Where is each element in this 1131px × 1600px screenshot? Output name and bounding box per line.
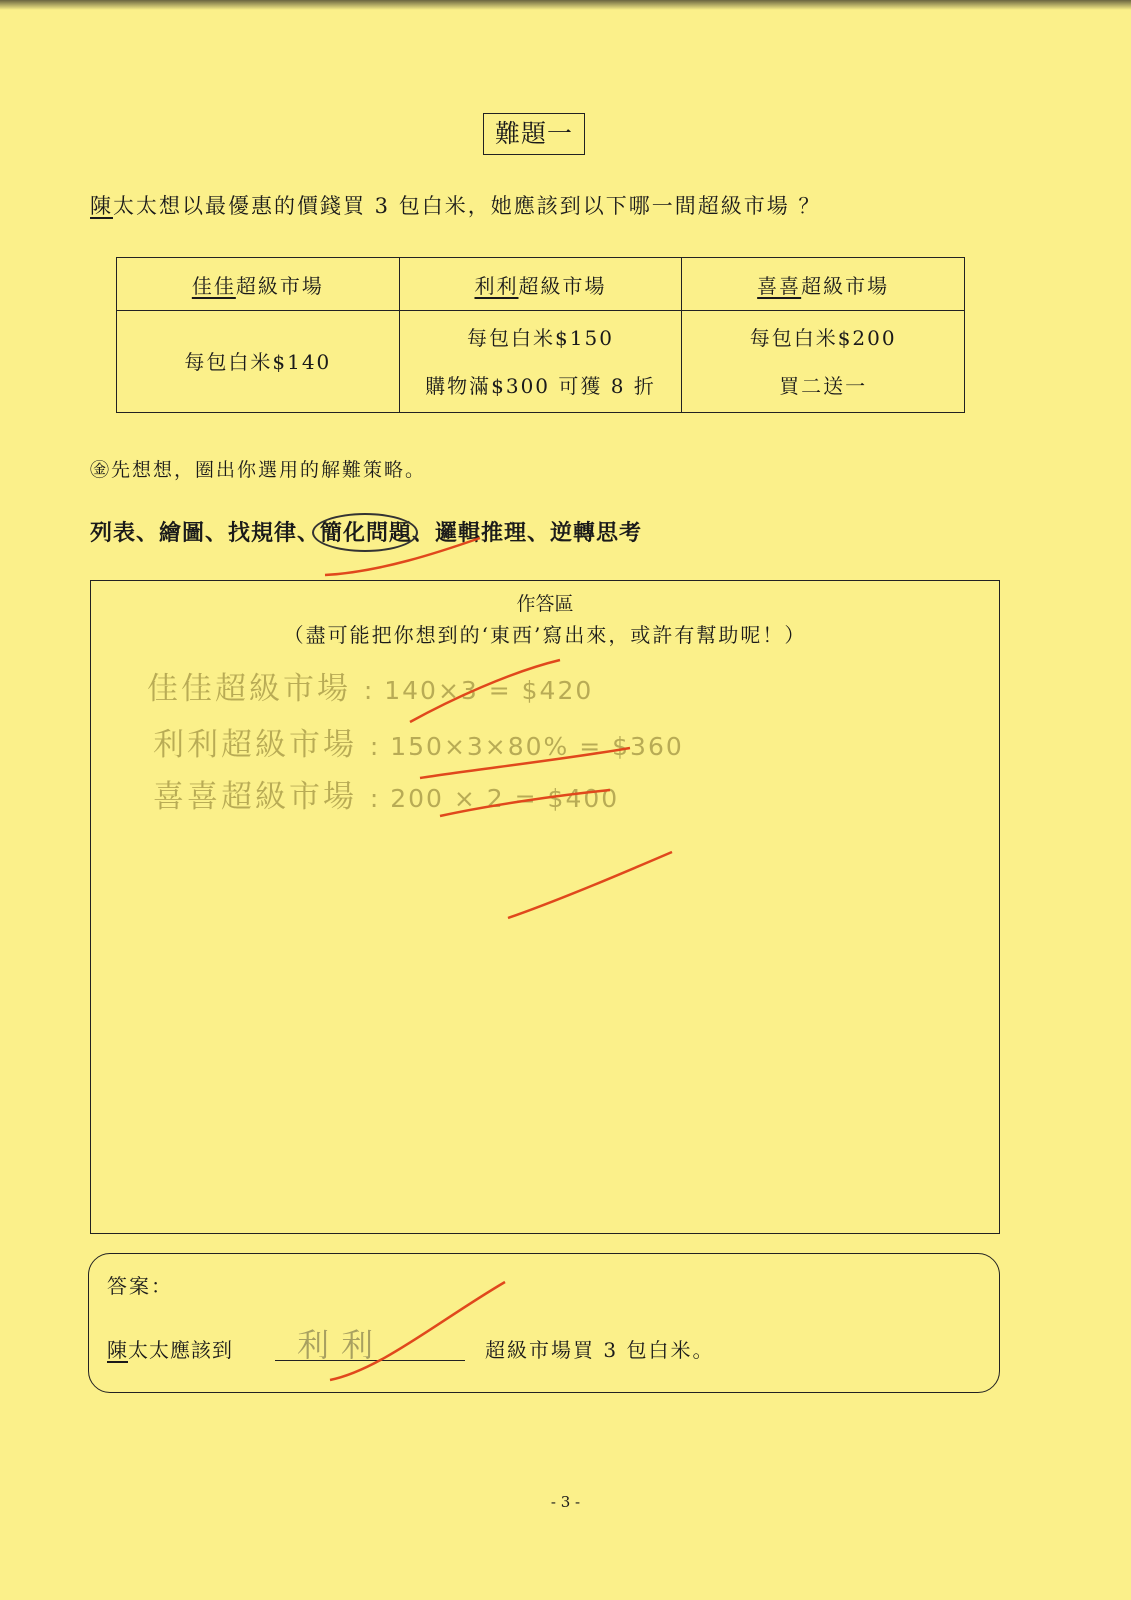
market-offer-3	[682, 311, 965, 413]
market-name-suffix: 超級市場	[235, 273, 324, 298]
answer-handwriting: 利利	[297, 1326, 386, 1364]
market-table-header	[117, 258, 965, 311]
work-line-3	[153, 771, 619, 816]
answer-area[interactable]	[90, 580, 1000, 1234]
answer-pre-text: 太太應該到	[128, 1338, 233, 1362]
market-header-3	[682, 258, 965, 311]
scan-edge-shadow	[0, 0, 1131, 10]
answer-sentence-end: 超級市場買 3 包白米。	[485, 1338, 715, 1362]
market-name-underlined: 喜喜	[757, 273, 802, 298]
question-body: 太太想以最優惠的價錢買 3 包白米，她應該到以下哪一間超級市場 ？	[113, 194, 822, 218]
answer-area-title: 作答區	[516, 593, 574, 615]
page-number: - 3 -	[550, 1493, 581, 1511]
work-label: 利利超級市場	[153, 727, 357, 763]
answer-area-instructions: （盡可能把你想到的‘東西’寫出來，或許有幫助呢！）	[283, 623, 807, 647]
strategy-hint: ㊎先想想，圈出你選用的解難策略。	[90, 459, 427, 481]
work-calc: : 140×3 = $420	[363, 676, 594, 705]
work-line-1	[147, 663, 593, 708]
problem-title: 難題一	[483, 113, 585, 155]
market-table-body	[117, 311, 965, 413]
pencil-circle	[312, 513, 418, 552]
strategy-options: 列表、繪圖、找規律、	[90, 520, 321, 546]
offer-line: 每包白米$140	[184, 349, 332, 374]
answer-label: 答案：	[107, 1274, 173, 1298]
offer-line: 每包白米$200	[749, 325, 897, 350]
market-name-suffix: 超級市場	[518, 273, 607, 298]
answer-name: 陳	[107, 1338, 128, 1362]
answer-box	[88, 1253, 1000, 1393]
market-name-suffix: 超級市場	[801, 273, 890, 298]
work-line-2	[153, 719, 684, 764]
question-name: 陳	[90, 194, 113, 218]
market-header-1	[117, 258, 400, 311]
answer-sentence-start	[107, 1334, 233, 1363]
market-header-2	[399, 258, 682, 311]
work-calc: : 200 × 2 = $400	[369, 784, 620, 813]
selected-strategy[interactable]	[320, 520, 412, 546]
offer-line: 每包白米$150	[467, 325, 614, 350]
selected-strategy-label: 簡化問題	[320, 520, 413, 546]
market-offer-2	[399, 311, 682, 413]
market-offer-1	[117, 311, 400, 413]
market-table	[116, 257, 965, 413]
question-text	[90, 190, 821, 220]
work-calc: : 150×3×80% = $360	[369, 732, 684, 761]
answer-blank[interactable]	[275, 1326, 465, 1364]
market-name-underlined: 利利	[474, 273, 519, 298]
market-name-underlined: 佳佳	[191, 273, 236, 298]
offer-line: 購物滿$300 可獲 8 折	[425, 373, 656, 398]
strategy-list	[90, 516, 642, 547]
work-label: 佳佳超級市場	[147, 671, 351, 707]
offer-line: 買二送一	[779, 373, 868, 398]
strategy-options: 、邏輯推理、逆轉思考	[412, 520, 643, 546]
work-label: 喜喜超級市場	[153, 779, 357, 815]
